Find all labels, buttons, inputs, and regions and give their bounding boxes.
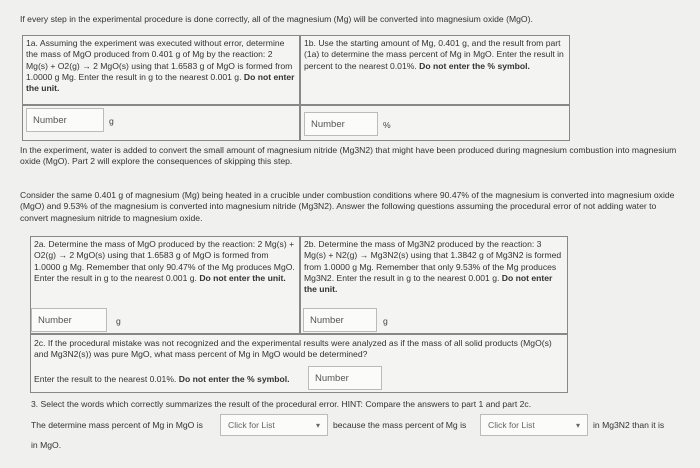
q2b-number-input[interactable] [303,308,377,332]
q2c-number-input[interactable] [308,366,382,390]
q3-dropdown-1[interactable] [220,414,328,436]
q3-sentence-part4: in MgO. [31,440,62,450]
field-label: Number [38,314,72,326]
q1b-number-input[interactable] [304,112,378,136]
q1a-unit: g [109,116,114,126]
q2a-unit: g [116,316,121,326]
q2a-prompt: 2a. Determine the mass of MgO produced by the reaction: 2 Mg(s) + O2(g) → 2 MgO(s) using that 1.6583 g of MgO is formed from 1.0000 g Mg. Remember that only 90.47% of the Mg produces MgO. Enter the result in g to the nearest 0.001 g. Do not enter the unit. [34,239,295,284]
nitride-explanation: In the experiment, water is added to convert the small amount of magnesium nitride (Mg3N2) that might have been produced during magnesium combustion into magnesium oxide (MgO). Part 2 will explore the consequences of skipping this step. [20,145,677,167]
q3-sentence-part3: in Mg3N2 than it is [593,420,665,430]
divider [22,104,570,106]
q1b-prompt: 1b. Use the starting amount of Mg, 0.401 g, and the result from part (1a) to determine the mass percent of Mg in MgO. Enter the result in percent to the nearest 0.01%. Do not enter the % symbol. [304,38,564,71]
q1b-unit: % [383,120,391,130]
q2a-number-input[interactable] [31,308,107,332]
field-label: Number [315,372,349,384]
q2b-unit: g [383,316,388,326]
dropdown-label: Click for List [228,420,275,430]
dropdown-label: Click for List [488,420,535,430]
q3-prompt: 3. Select the words which correctly summarizes the result of the procedural error. HINT: Compare the answers to part 1 and part 2c. [31,399,532,409]
chevron-down-icon: ▾ [315,420,320,430]
q2c-prompt: 2c. If the procedural mistake was not recognized and the experimental results were analyzed as if the mass of all solid products (MgO(s) and Mg3N2(s)) was pure MgO, what mass percent of Mg in MgO would be determined? [34,338,552,360]
field-label: Number [311,118,345,130]
q3-sentence-part1: The determine mass percent of Mg in MgO is [31,420,203,430]
q2b-prompt: 2b. Determine the mass of Mg3N2 produced by the reaction: 3 Mg(s) + N2(g) → Mg3N2(s) using that 1.3842 g of Mg3N2 is formed from 1.0000 g Mg. Remember that only 9.53% of the Mg produces Mg3N2. Enter the result in g to the nearest 0.001 g. Do not enter the unit. [304,239,562,295]
divider [30,333,568,335]
q3-sentence-part2: because the mass percent of Mg is [333,420,467,430]
q2c-instruction: Enter the result to the nearest 0.01%. Do not enter the % symbol. [34,374,290,384]
intro-text: If every step in the experimental procedure is done correctly, all of the magnesium (Mg) will be converted into magnesium oxide (MgO). [20,14,533,24]
field-label: Number [310,314,344,326]
field-label: Number [33,114,67,126]
scenario-text: Consider the same 0.401 g of magnesium (Mg) being heated in a crucible under combustion conditions where 90.47% of the magnesium is converted into magnesium oxide (MgO) and 9.53% of the magnesium is converted into magnesium nitride (Mg3N2). Answer the following questions assuming the procedural error of not adding water to convert magnesium nitride to magnesium oxide. [20,190,675,223]
q3-dropdown-2[interactable] [480,414,588,436]
chevron-down-icon: ▾ [575,420,580,430]
q1a-prompt: 1a. Assuming the experiment was executed without error, determine the mass of MgO produced from 0.401 g of Mg by the reaction: 2 Mg(s) + O2(g) → 2 MgO(s) using that 1.6583 g of MgO is formed from 1.0000 g Mg. Enter the result in g to the nearest 0.001 g. Do not enter the unit. [26,38,295,94]
q1a-number-input[interactable] [26,108,104,132]
